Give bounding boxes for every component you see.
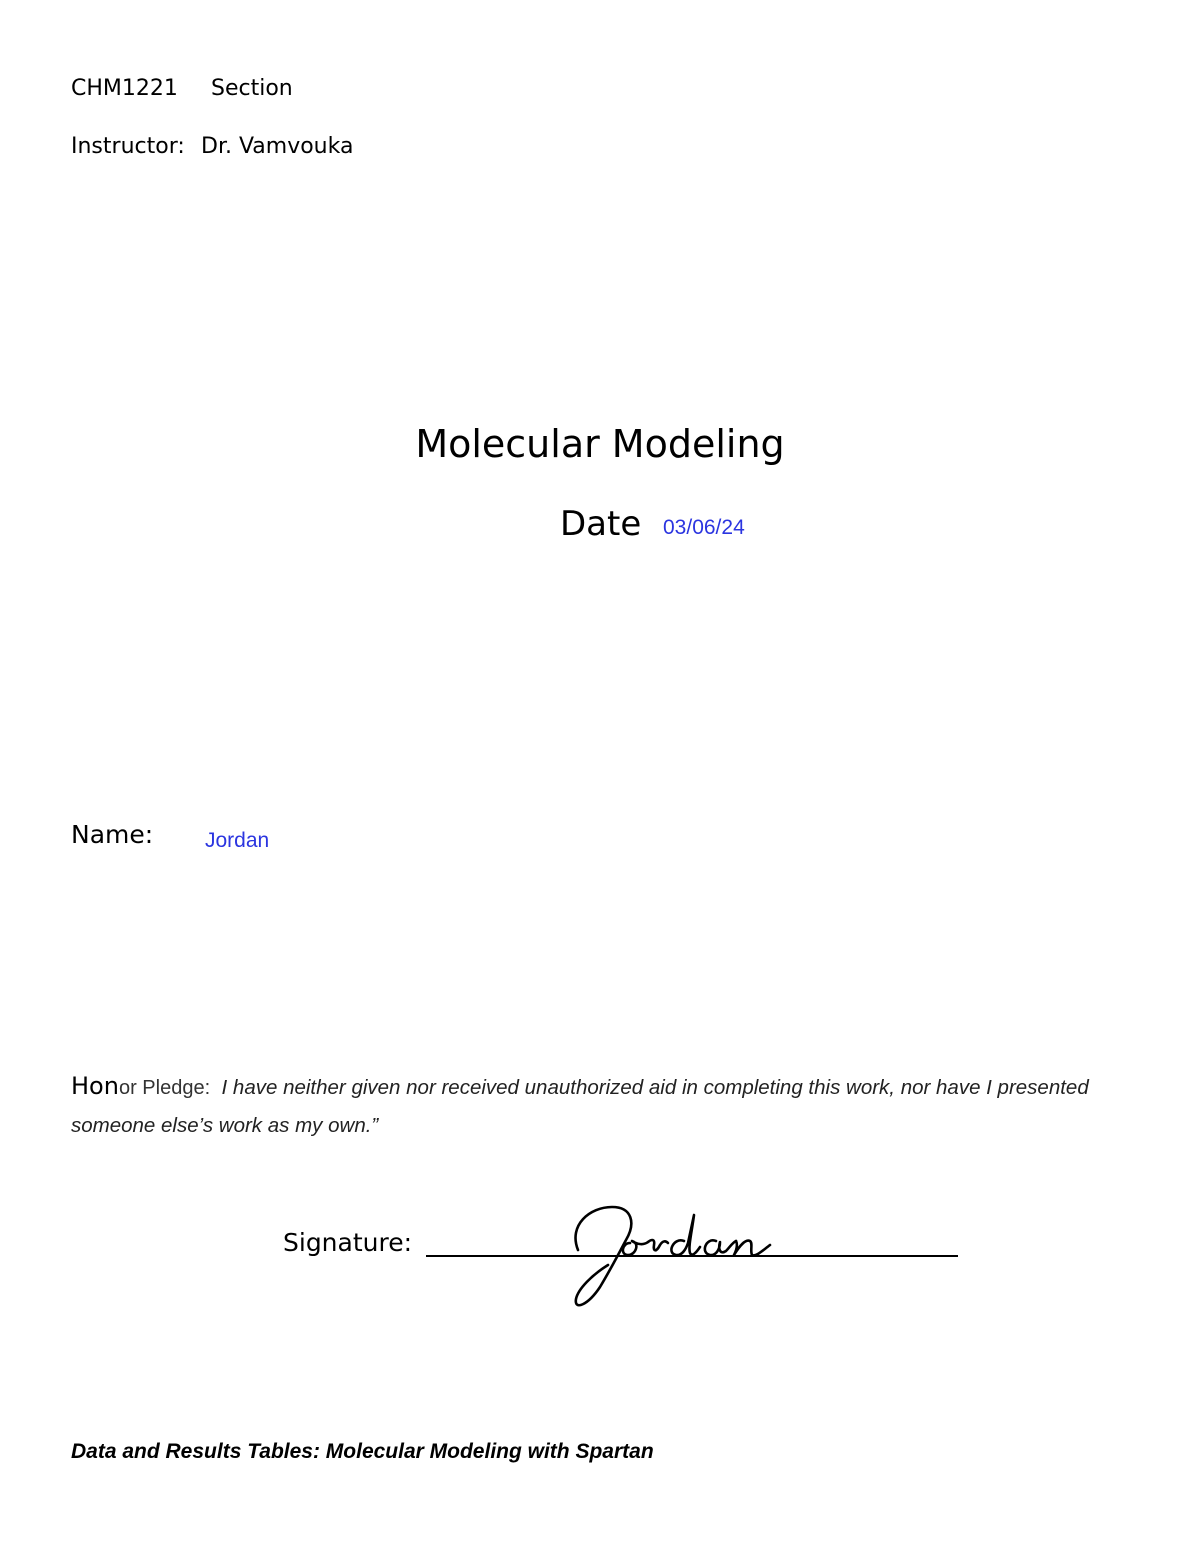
data-results-title: Data and Results Tables: Molecular Modeling with Spartan [71, 1440, 654, 1463]
honor-pledge-text: I have neither given nor received unauthorized aid in completing this work, nor have I presented someone else’s work as my own.” [71, 1076, 1089, 1137]
date-value: 03/06/24 [663, 516, 745, 539]
section-label: Section [211, 76, 293, 101]
honor-pledge [71, 1068, 1141, 1144]
signature-drawing [560, 1195, 790, 1315]
signature-label: Signature: [283, 1228, 413, 1257]
instructor-name: Dr. Vamvouka [201, 134, 354, 159]
date-label: Date [560, 504, 642, 544]
name-label: Name: [71, 820, 154, 849]
instructor-label: Instructor: [71, 134, 185, 159]
name-value: Jordan [205, 829, 270, 852]
course-code: CHM1221 [71, 76, 178, 101]
honor-pledge-label-large: Hon [71, 1072, 119, 1100]
honor-pledge-label-rest: or Pledge: [118, 1077, 211, 1099]
document-title: Molecular Modeling [415, 422, 785, 466]
